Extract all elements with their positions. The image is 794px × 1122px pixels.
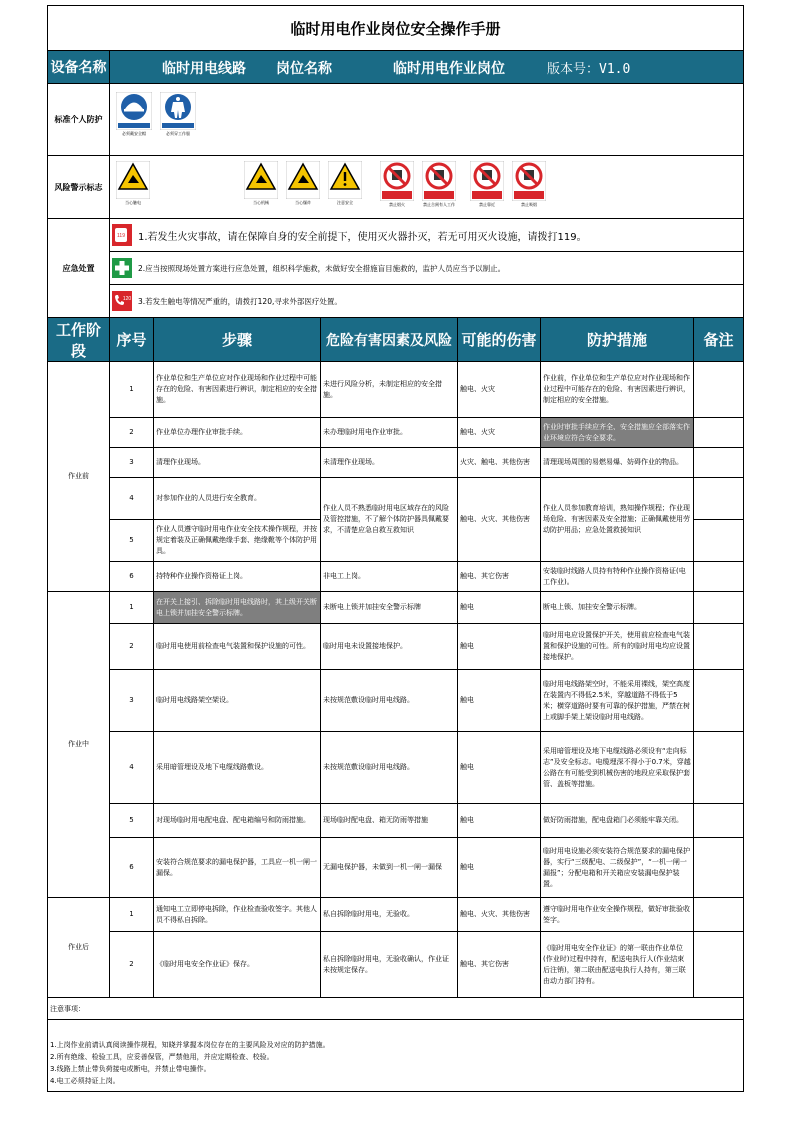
harm-cell: 触电、其它伤害 (458, 562, 541, 592)
warning-sign-6 (422, 161, 456, 207)
remark-cell (694, 592, 744, 624)
ppe-caption-1: 必须戴安全帽 (122, 131, 146, 136)
row-number: 2 (110, 418, 154, 448)
machinery-warning-icon (244, 161, 278, 199)
remark-cell (694, 448, 744, 478)
row-number: 3 (110, 448, 154, 478)
risk-cell: 私自拆除临时用电，无验收。 (321, 898, 458, 932)
risk-cell: 非电工上岗。 (321, 562, 458, 592)
badge-120: 120 (122, 296, 132, 302)
step-cell: 《临时用电安全作业证》保存。 (154, 932, 321, 998)
remark-cell (694, 624, 744, 670)
col-header-stage: 工作阶段 (48, 318, 110, 362)
measure-cell: 采用暗管埋设及地下电缆线路必须设有“走向标志”及安全标志。电缆埋深不得小于0.7米，穿越公路在有可能受到机械伤害的地段应采取保护套管、盖板等措施。 (541, 732, 694, 804)
stage-cell: 作业后 (48, 898, 110, 998)
measure-cell: 临时用电应设置保护开关，使用前应检查电气装置和保护设施的可性。所有的临时用电均应设置接地保护。 (541, 624, 694, 670)
no-smoking-icon (512, 161, 546, 201)
first-aid-icon (112, 258, 132, 278)
remark-cell (694, 670, 744, 732)
step-cell: 临时用电使用前检查电气装置和保护设施的可性。 (154, 624, 321, 670)
table-row (48, 804, 744, 838)
ppe-signs (110, 84, 744, 156)
step-cell: 安装符合规范要求的漏电保护器，工具应一机一闸一漏保。 (154, 838, 321, 898)
warning-signs (110, 156, 744, 219)
measure-cell: 《临时用电安全作业证》的第一联由作业单位(作业时)过程中持有，配送电执行人(作业结束后注销)，第二联由配送电执行人持有，第三联由动力部门持有。 (541, 932, 694, 998)
harm-cell: 触电、火灾 (458, 362, 541, 418)
harm-cell: 触电、其它伤害 (458, 932, 541, 998)
row-number: 2 (110, 624, 154, 670)
risk-cell: 未按规范敷设临时用电线路。 (321, 670, 458, 732)
measure-cell: 做好防雨措施，配电盘箱门必须能牢靠关闭。 (541, 804, 694, 838)
step-cell: 对参加作业的人员进行安全教育。 (154, 478, 321, 520)
emergency-label: 应急处置 (48, 219, 110, 318)
safety-manual-sheet (47, 5, 744, 1092)
step-cell: 持特种作业操作资格证上岗。 (154, 562, 321, 592)
row-number: 1 (110, 592, 154, 624)
remark-cell (694, 562, 744, 592)
measure-cell: 作业人员参加教育培训，熟知操作规程；作业现场危险、有害因素及安全措施；正确佩戴使用劳动防护用品；应急处置救援知识 (541, 478, 694, 562)
step-cell: 临时用电线路架空架设。 (154, 670, 321, 732)
harm-cell: 火灾、触电、其他伤害 (458, 448, 541, 478)
post-label: 岗位名称 (276, 61, 332, 77)
remark-cell (694, 478, 744, 520)
no-fire-icon (380, 161, 414, 201)
note-item: 1.上岗作业前请认真阅读操作规程，知晓并掌握本岗位存在的主要风险及对应的防护措施。 (50, 1041, 330, 1049)
warning-sign-7 (470, 161, 504, 207)
harm-cell: 触电 (458, 838, 541, 898)
risk-cell: 未办理临时用电作业审批。 (321, 418, 458, 448)
measure-cell: 作业前，作业单位和生产单位应对作业现场和作业过程中可能存在的危险、有害因素进行辨识，制定相应的安全措施。 (541, 362, 694, 418)
table-row (48, 932, 744, 998)
warning-caption-8: 禁止吸烟 (521, 202, 537, 207)
remark-cell (694, 898, 744, 932)
table-row (48, 362, 744, 418)
warning-sign-5 (380, 161, 414, 207)
step-cell: 通知电工立即停电拆除，作业检查验收签字。其他人员不得私自拆除。 (154, 898, 321, 932)
notes-label: 注意事项： (48, 998, 744, 1020)
helmet-icon (116, 92, 152, 130)
row-number: 6 (110, 838, 154, 898)
workwear-icon (160, 92, 196, 130)
remark-cell (694, 362, 744, 418)
measure-cell: 临时用电设施必须安装符合规范要求的漏电保护器，实行“三级配电、二级保护”，“一机一闸一漏报”；分配电箱和开关箱应安装漏电保护装置。 (541, 838, 694, 898)
col-header-step: 步骤 (154, 318, 321, 362)
warning-caption-2: 当心机械 (253, 200, 269, 205)
risk-cell: 临时用电未设置接地保护。 (321, 624, 458, 670)
warning-sign-3 (286, 161, 320, 205)
harm-cell: 触电 (458, 732, 541, 804)
remark-cell (694, 732, 744, 804)
col-header-risk: 危险有害因素及风险 (321, 318, 458, 362)
warning-sign-4 (328, 161, 362, 205)
harm-cell: 触电、火灾 (458, 418, 541, 448)
step-cell: 作业单位和生产单位应对作业现场和作业过程中可能存在的危险、有害因素进行辨识，制定相应的安全措施。 (154, 362, 321, 418)
post-value: 临时用电作业岗位 (393, 61, 505, 77)
row-number: 5 (110, 804, 154, 838)
remark-cell (694, 804, 744, 838)
table-row (48, 898, 744, 932)
remark-cell (694, 932, 744, 998)
table-row (48, 732, 744, 804)
harm-cell: 触电 (458, 592, 541, 624)
ppe-label: 标准个人防护 (48, 84, 110, 156)
phone-120-icon (112, 291, 132, 311)
measure-cell: 断电上锁、加挂安全警示标牌。 (541, 592, 694, 624)
col-header-no: 序号 (110, 318, 154, 362)
col-header-harm: 可能的伤害 (458, 318, 541, 362)
remark-cell (694, 418, 744, 448)
table-row (48, 592, 744, 624)
no-approach-icon (470, 161, 504, 201)
caution-warning-icon (328, 161, 362, 199)
explosion-warning-icon (286, 161, 320, 199)
measure-cell: 作业时审批手续应齐全、安全措施应全部落实作业环境应符合安全要求。 (541, 418, 694, 448)
warning-sign-8 (512, 161, 546, 207)
measure-cell: 遵守临时用电作业安全操作规程，做好审批验收签字。 (541, 898, 694, 932)
risk-cell: 现场临时配电盘、箱无防雨等措施 (321, 804, 458, 838)
warning-caption-4: 注意安全 (337, 200, 353, 205)
table-header (48, 318, 744, 362)
warning-caption-6: 禁止合闸有人工作 (423, 202, 455, 207)
helmet-sign (116, 92, 152, 136)
row-number: 5 (110, 520, 154, 562)
row-number: 1 (110, 362, 154, 418)
no-switch-on-icon (422, 161, 456, 201)
stage-cell: 作业前 (48, 362, 110, 592)
emergency-item-2 (110, 252, 744, 285)
step-cell: 在开关上接引、拆除临时用电线路时，其上级开关断电上锁并加挂安全警示标牌。 (154, 592, 321, 624)
risk-cell: 未断电上锁并加挂安全警示标牌 (321, 592, 458, 624)
risk-cell: 未进行风险分析，未制定相应的安全措施。 (321, 362, 458, 418)
measure-cell: 临时用电线路架空时，不能采用裸线，架空高度在装置内不得低2.5米，穿越道路不得低于5米；横穿道路时要有可靠的保护措施，严禁在树上或脚手架上架设临时用电线路。 (541, 670, 694, 732)
workwear-sign (160, 92, 196, 136)
measure-cell: 清理现场周围的易燃易爆、妨碍作业的物品。 (541, 448, 694, 478)
warning-caption-7: 禁止靠近 (479, 202, 495, 207)
remark-cell (694, 838, 744, 898)
measure-cell: 安装临时线路人员持有特种作业操作资格证(电工作业)。 (541, 562, 694, 592)
harm-cell: 触电 (458, 804, 541, 838)
harm-cell: 触电、火灾、其他伤害 (458, 478, 541, 562)
note-item: 3.线路上禁止带负荷接电或断电，并禁止带电操作。 (50, 1065, 211, 1073)
table-row (48, 562, 744, 592)
table-row (48, 670, 744, 732)
stage-cell: 作业中 (48, 592, 110, 898)
step-cell: 采用暗管埋设及地下电缆线路敷设。 (154, 732, 321, 804)
table-row (48, 418, 744, 448)
col-header-remark: 备注 (694, 318, 744, 362)
remark-cell (694, 520, 744, 562)
note-item: 4.电工必须持证上岗。 (50, 1077, 120, 1085)
row-number: 2 (110, 932, 154, 998)
row-number: 4 (110, 732, 154, 804)
equipment-value: 临时用电线路 (162, 61, 246, 77)
note-item: 2.所有绝缘、检验工具，应妥善保管，严禁他用，并应定期检查、校验。 (50, 1053, 274, 1061)
harm-cell: 触电 (458, 670, 541, 732)
step-cell: 作业单位办理作业审批手续。 (154, 418, 321, 448)
equipment-label: 设备名称 (48, 51, 110, 84)
warning-caption-5: 禁止烟火 (389, 202, 405, 207)
risk-cell: 私自拆除临时用电，无验收确认，作业证未按规定保存。 (321, 932, 458, 998)
row-number: 3 (110, 670, 154, 732)
row-number: 4 (110, 478, 154, 520)
emergency-text-1: 1.若发生火灾事故，请在保障自身的安全前提下，使用灭火器扑灭，若无可用灭火设施，请拨打119。 (138, 231, 587, 243)
risk-cell: 未按规范敷设临时用电线路。 (321, 732, 458, 804)
version-number: 版本号：V1.0 (547, 62, 631, 77)
badge-119: 119 (117, 233, 125, 239)
warning-sign-1 (116, 161, 150, 205)
table-row (48, 624, 744, 670)
risk-cell: 未清理作业现场。 (321, 448, 458, 478)
row-number: 6 (110, 562, 154, 592)
table-row (48, 838, 744, 898)
step-cell: 对现场临时用电配电盘、配电箱编号和防雨措施。 (154, 804, 321, 838)
step-cell: 作业人员遵守临时用电作业安全技术操作规程，并按规定着装及正确佩戴绝缘手套、绝缘靴等个体防护用具。 (154, 520, 321, 562)
fire-119-icon (112, 224, 132, 246)
table-row (48, 448, 744, 478)
step-cell: 清理作业现场。 (154, 448, 321, 478)
emergency-item-3 (110, 285, 744, 318)
risk-cell: 作业人员不熟悉临时用电区域存在的风险及管控措施，不了解个体防护器具佩戴要求，不清楚应急自救互救知识 (321, 478, 458, 562)
row-number: 1 (110, 898, 154, 932)
notes-list (48, 1020, 744, 1092)
emergency-item-1 (110, 219, 744, 252)
page-title: 临时用电作业岗位安全操作手册 (48, 6, 744, 51)
info-bar (110, 51, 744, 84)
warning-caption-3: 当心爆炸 (295, 200, 311, 205)
col-header-measure: 防护措施 (541, 318, 694, 362)
emergency-text-3: 3.若发生触电等情况严重的，请拨打120,寻求外部医疗处置。 (138, 296, 342, 306)
warning-caption-1: 当心触电 (125, 200, 141, 205)
harm-cell: 触电 (458, 624, 541, 670)
harm-cell: 触电、火灾、其他伤害 (458, 898, 541, 932)
electric-shock-warning-icon (116, 161, 150, 199)
ppe-caption-2: 必须穿工作服 (166, 131, 190, 136)
emergency-text-2: 2.应当按照现场处置方案进行应急处置，组织科学施救，未做好安全措施盲目施救的，监护人员应当予以制止。 (138, 263, 506, 273)
warning-sign-2 (244, 161, 278, 205)
table-row (48, 478, 744, 520)
warning-label: 风险警示标志 (48, 156, 110, 219)
risk-cell: 无漏电保护器，未做到一机一闸一漏保 (321, 838, 458, 898)
